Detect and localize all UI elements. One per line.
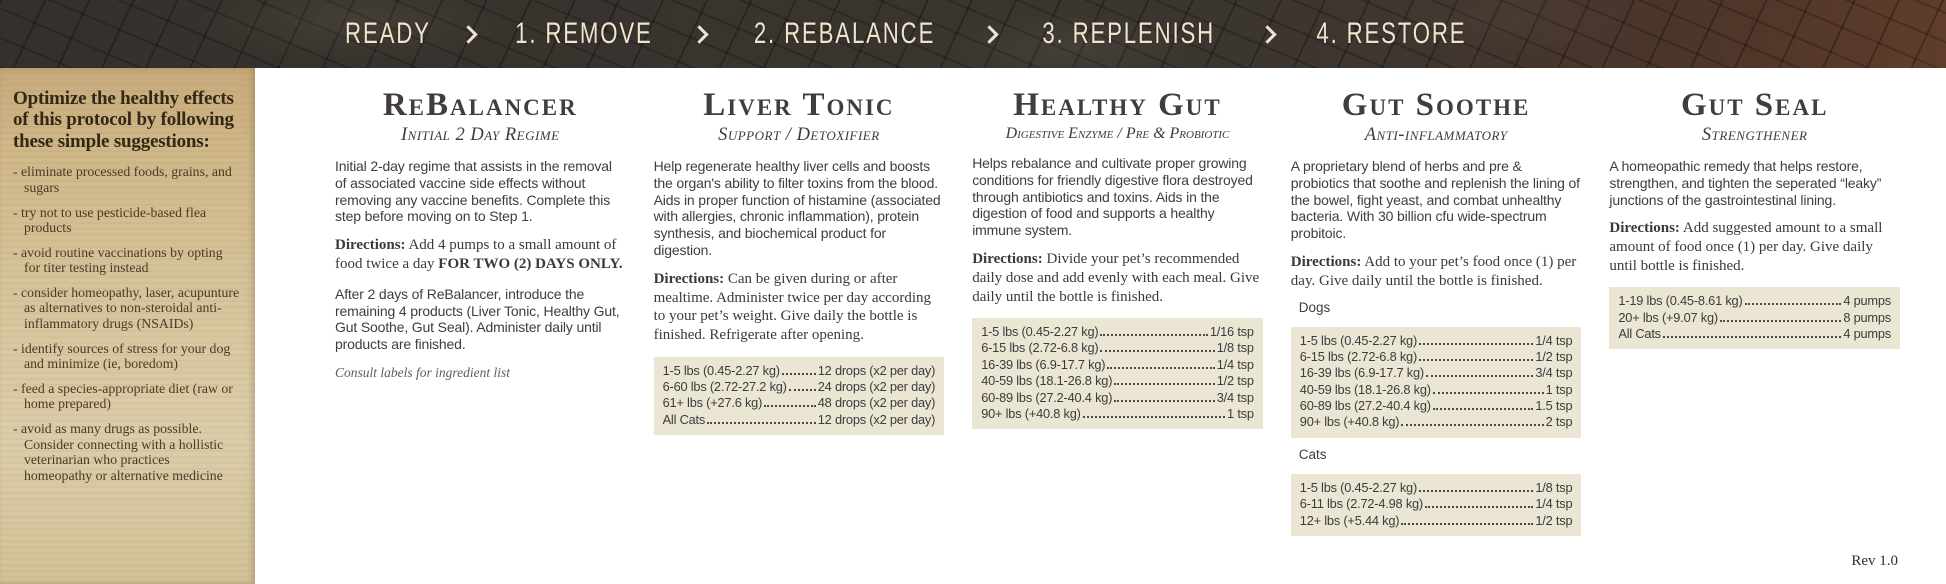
dosage-row [1618,326,1891,342]
dosage-row [1300,333,1573,349]
dosage-weight-range: 16-39 lbs (6.9-17.7 kg) [1299,365,1424,381]
dotted-leader [782,373,816,375]
dosage-amount: 1.5 tsp [1535,398,1573,414]
sidebar-heading: Optimize the healthy effects of this protocol by following these simple suggestions: [13,88,234,152]
dotted-leader [1100,350,1214,352]
dosage-weight-range: 90+ lbs (+40.8 kg) [981,405,1081,421]
dosage-weight-range: 1-5 lbs (0.45-2.27 kg) [1299,479,1418,495]
dotted-leader [1425,506,1533,508]
dotted-leader [1745,303,1842,305]
product-description: Initial 2-day regime that assists in the removal of associated vaccine side effects without removing any vaccine benefits. Complete this step before moving on to Step 1. [335,157,612,225]
dosage-amount: 1/2 tsp [1535,512,1573,528]
dosage-amount: 12 drops (x2 per day) [817,362,936,378]
dosage-row [981,390,1254,406]
dotted-leader [1083,416,1225,418]
dosage-weight-range: 6-15 lbs (2.72-6.8 kg) [981,340,1099,356]
chevron-right-icon [690,25,708,43]
dosage-row [1300,349,1573,365]
directions-label: Directions: [335,237,406,254]
product-title: Liver Tonic [703,87,895,123]
product-directions: Directions: Divide your pet’s recommended daily dose and add evenly with each meal. Give daily until the bottle is finished. [972,251,1260,305]
product-description: Helps rebalance and cultivate proper growing conditions for friendly digestive flora destroyed through antibiotics and toxins. Aids in the digestion of food and supports a healthy immune system. [972,154,1253,239]
product-directions: Directions: Add to your pet’s food once (1) per day. Give daily until the bottle is finished. [1290,254,1577,289]
protocol-step: 2. REBALANCE [753,17,935,50]
dotted-leader [1433,408,1533,410]
product-directions: Directions: Add suggested amount to a small amount of food once (1) per day. Give daily until bottle is finished. [1609,220,1883,274]
suggestion-item: - consider homeopathy, laser, acupunture as alternatives to non-steroidal anti-inflammatory drugs (NSAIDs) [13,285,240,332]
dotted-leader [1433,392,1544,394]
dosage-weight-range: 6-15 lbs (2.72-6.8 kg) [1299,348,1418,364]
directions-label: Directions: [1290,254,1362,271]
dosage-row [981,373,1254,389]
suggestion-item: - feed a species-appropriate diet (raw or home prepared) [13,381,240,412]
dosage-weight-range: 40-59 lbs (18.1-26.8 kg) [981,373,1113,389]
revision-label: Rev 1.0 [1851,553,1898,569]
dosage-amount: 1/2 tsp [1535,348,1573,364]
dosage-amount: 1/4 tsp [1535,332,1573,348]
dotted-leader [1114,400,1215,402]
dosage-weight-range: 1-5 lbs (0.45-2.27 kg) [662,362,780,378]
dosage-row [981,340,1254,356]
dotted-leader [1663,336,1841,338]
dosage-table [1609,287,1900,349]
dosage-row [981,324,1254,340]
dosage-row [663,395,936,411]
product-description: Help regenerate healthy liver cells and boosts the organ's ability to filter toxins from the blood. Aids in proper function of histamine (associated with allergies, chronic inflammation), protein synthesis, and biochemical product for digestion. [653,157,941,259]
dotted-leader [1419,343,1533,345]
dosage-row [1300,480,1573,496]
dosage-weight-range: 12+ lbs (+5.44 kg) [1299,512,1400,528]
directions-emphasis: FOR TWO (2) DAYS ONLY. [438,255,623,272]
protocol-step: 4. RESTORE [1316,17,1467,50]
dosage-weight-range: 61+ lbs (+27.6 kg) [662,395,763,411]
dosage-row [981,406,1254,422]
dosage-weight-range: 60-89 lbs (27.2-40.4 kg) [1299,398,1431,414]
dosage-row [1300,496,1573,512]
suggestion-item: - avoid routine vaccinations by opting for titer testing instead [13,245,240,276]
dotted-leader [1401,424,1543,426]
directions-label: Directions: [653,271,725,288]
dosage-row [663,412,936,428]
protocol-step: READY [345,17,431,50]
chevron-right-icon [980,25,998,43]
product-column [654,88,945,584]
suggestion-item: - identify sources of stress for your dog and minimize (ie, boredom) [13,341,240,372]
chevron-right-icon [459,25,477,43]
dotted-leader [764,405,816,407]
suggestion-item: - eliminate processed foods, grains, and sugars [13,164,240,195]
dosage-amount: 1 tsp [1545,381,1573,397]
dosage-amount: 1/8 tsp [1216,340,1254,356]
dosage-row [1300,365,1573,381]
product-directions: Directions: Add 4 pumps to a small amount of food twice a day FOR TWO (2) DAYS ONLY. [335,237,623,272]
suggestions-list [13,164,240,483]
dosage-amount: 4 pumps [1843,293,1891,309]
product-directions: Directions: Can be given during or after mealtime. Administer twice per day according to your pet’s weight. Give daily the bottle is finished. Refrigerate after opening. [653,271,931,344]
dosage-weight-range: 90+ lbs (+40.8 kg) [1299,414,1400,430]
dosage-amount: 2 tsp [1545,414,1573,430]
dosage-amount: 1/8 tsp [1535,479,1573,495]
dosage-row [981,357,1254,373]
ingredient-note: Consult labels for ingredient list [335,365,511,381]
product-title: ReBalancer [382,87,578,123]
dosage-weight-range: 16-39 lbs (6.9-17.7 kg) [981,356,1106,372]
dosage-amount: 48 drops (x2 per day) [817,395,936,411]
dosage-table [1291,474,1582,536]
dosage-row [1300,414,1573,430]
product-title: Healthy Gut [1013,87,1222,123]
product-columns [255,68,1946,584]
dosage-row [1300,382,1573,398]
product-description: After 2 days of ReBalancer, introduce the remaining 4 products (Liver Tonic, Healthy Gut, Gut Soothe, Gut Seal). Administer daily until products are finished. [335,285,620,353]
protocol-steps-banner [0,0,1946,68]
dosage-weight-range: All Cats [662,411,706,427]
product-subtitle: Support / Detoxifier [718,124,880,145]
dosage-amount: 12 drops (x2 per day) [817,411,936,427]
dosage-amount: 1/4 tsp [1216,356,1254,372]
suggestion-item: - try not to use pesticide-based flea products [13,205,240,236]
dosage-amount: 1/16 tsp [1209,324,1254,340]
protocol-steps [330,17,1493,51]
dotted-leader [1419,490,1533,492]
dosage-weight-range: All Cats [1618,325,1661,341]
dosage-weight-range: 20+ lbs (+9.07 kg) [1618,309,1718,325]
product-description: A proprietary blend of herbs and pre & probiotics that soothe and replenish the lining of the bowel, fight yeast, and combat unhealthy bacteria. With 30 billion cfu wide-spectrum probitoic. [1290,157,1580,242]
dosage-weight-range: 1-5 lbs (0.45-2.27 kg) [981,324,1099,340]
product-title: Gut Soothe [1341,87,1531,123]
dosage-group-label: Dogs [1298,299,1331,315]
dosage-group-label: Cats [1298,446,1327,462]
dosage-row [1618,310,1891,326]
dosage-row [1300,398,1573,414]
dotted-leader [1426,375,1533,377]
dosage-weight-range: 40-59 lbs (18.1-26.8 kg) [1299,381,1431,397]
dosage-weight-range: 6-60 lbs (2.72-27.2 kg) [662,379,787,395]
dosage-row [1300,513,1573,529]
dosage-amount: 24 drops (x2 per day) [817,379,936,395]
suggestions-sidebar [0,68,255,584]
product-column [1609,88,1900,584]
directions-label: Directions: [1609,220,1680,237]
dosage-amount: 3/4 tsp [1535,365,1573,381]
dotted-leader [1100,334,1207,336]
dosage-amount: 1/4 tsp [1535,496,1573,512]
dotted-leader [1419,359,1533,361]
product-subtitle: Anti-inflammatory [1364,124,1508,145]
dosage-amount: 1/2 tsp [1216,373,1254,389]
dosage-row [663,379,936,395]
suggestion-item: - avoid as many drugs as possible. Consider connecting with a hollistic veterinarian who practices homeopathy or alternative medicine [13,421,240,483]
dosage-amount: 4 pumps [1843,325,1891,341]
dosage-amount: 8 pumps [1843,309,1891,325]
directions-label: Directions: [972,251,1043,268]
dosage-weight-range: 6-11 lbs (2.72-4.98 kg) [1299,496,1423,512]
product-column [972,88,1263,584]
dotted-leader [707,422,816,424]
product-column [1291,88,1582,584]
dotted-leader [1401,523,1533,525]
product-subtitle: Digestive Enzyme / Pre & Probiotic [1005,124,1230,142]
product-description: A homeopathic remedy that helps restore, strengthen, and tighten the seperated “leaky” junctions of the gastrointestinal lining. [1609,157,1882,208]
product-column [335,88,626,584]
protocol-step: 1. REMOVE [515,17,653,50]
dotted-leader [1107,367,1214,369]
product-title: Gut Seal [1680,87,1829,123]
product-subtitle: Strengthener [1701,124,1808,145]
dosage-table [972,318,1263,429]
product-subtitle: Initial 2 Day Regime [401,124,560,145]
dosage-weight-range: 60-89 lbs (27.2-40.4 kg) [981,389,1113,405]
dosage-table [1291,327,1582,438]
dotted-leader [1720,320,1841,322]
dosage-weight-range: 1-5 lbs (0.45-2.27 kg) [1299,332,1418,348]
chevron-right-icon [1259,25,1277,43]
dosage-row [663,363,936,379]
dosage-row [1618,293,1891,309]
protocol-step: 3. REPLENISH [1042,17,1215,50]
dosage-amount: 1 tsp [1227,405,1254,421]
page-body [0,68,1946,584]
dosage-amount: 3/4 tsp [1216,389,1254,405]
dosage-weight-range: 1-19 lbs (0.45-8.61 kg) [1618,293,1743,309]
dotted-leader [1114,383,1215,385]
dotted-leader [789,389,816,391]
dosage-table [654,357,945,436]
